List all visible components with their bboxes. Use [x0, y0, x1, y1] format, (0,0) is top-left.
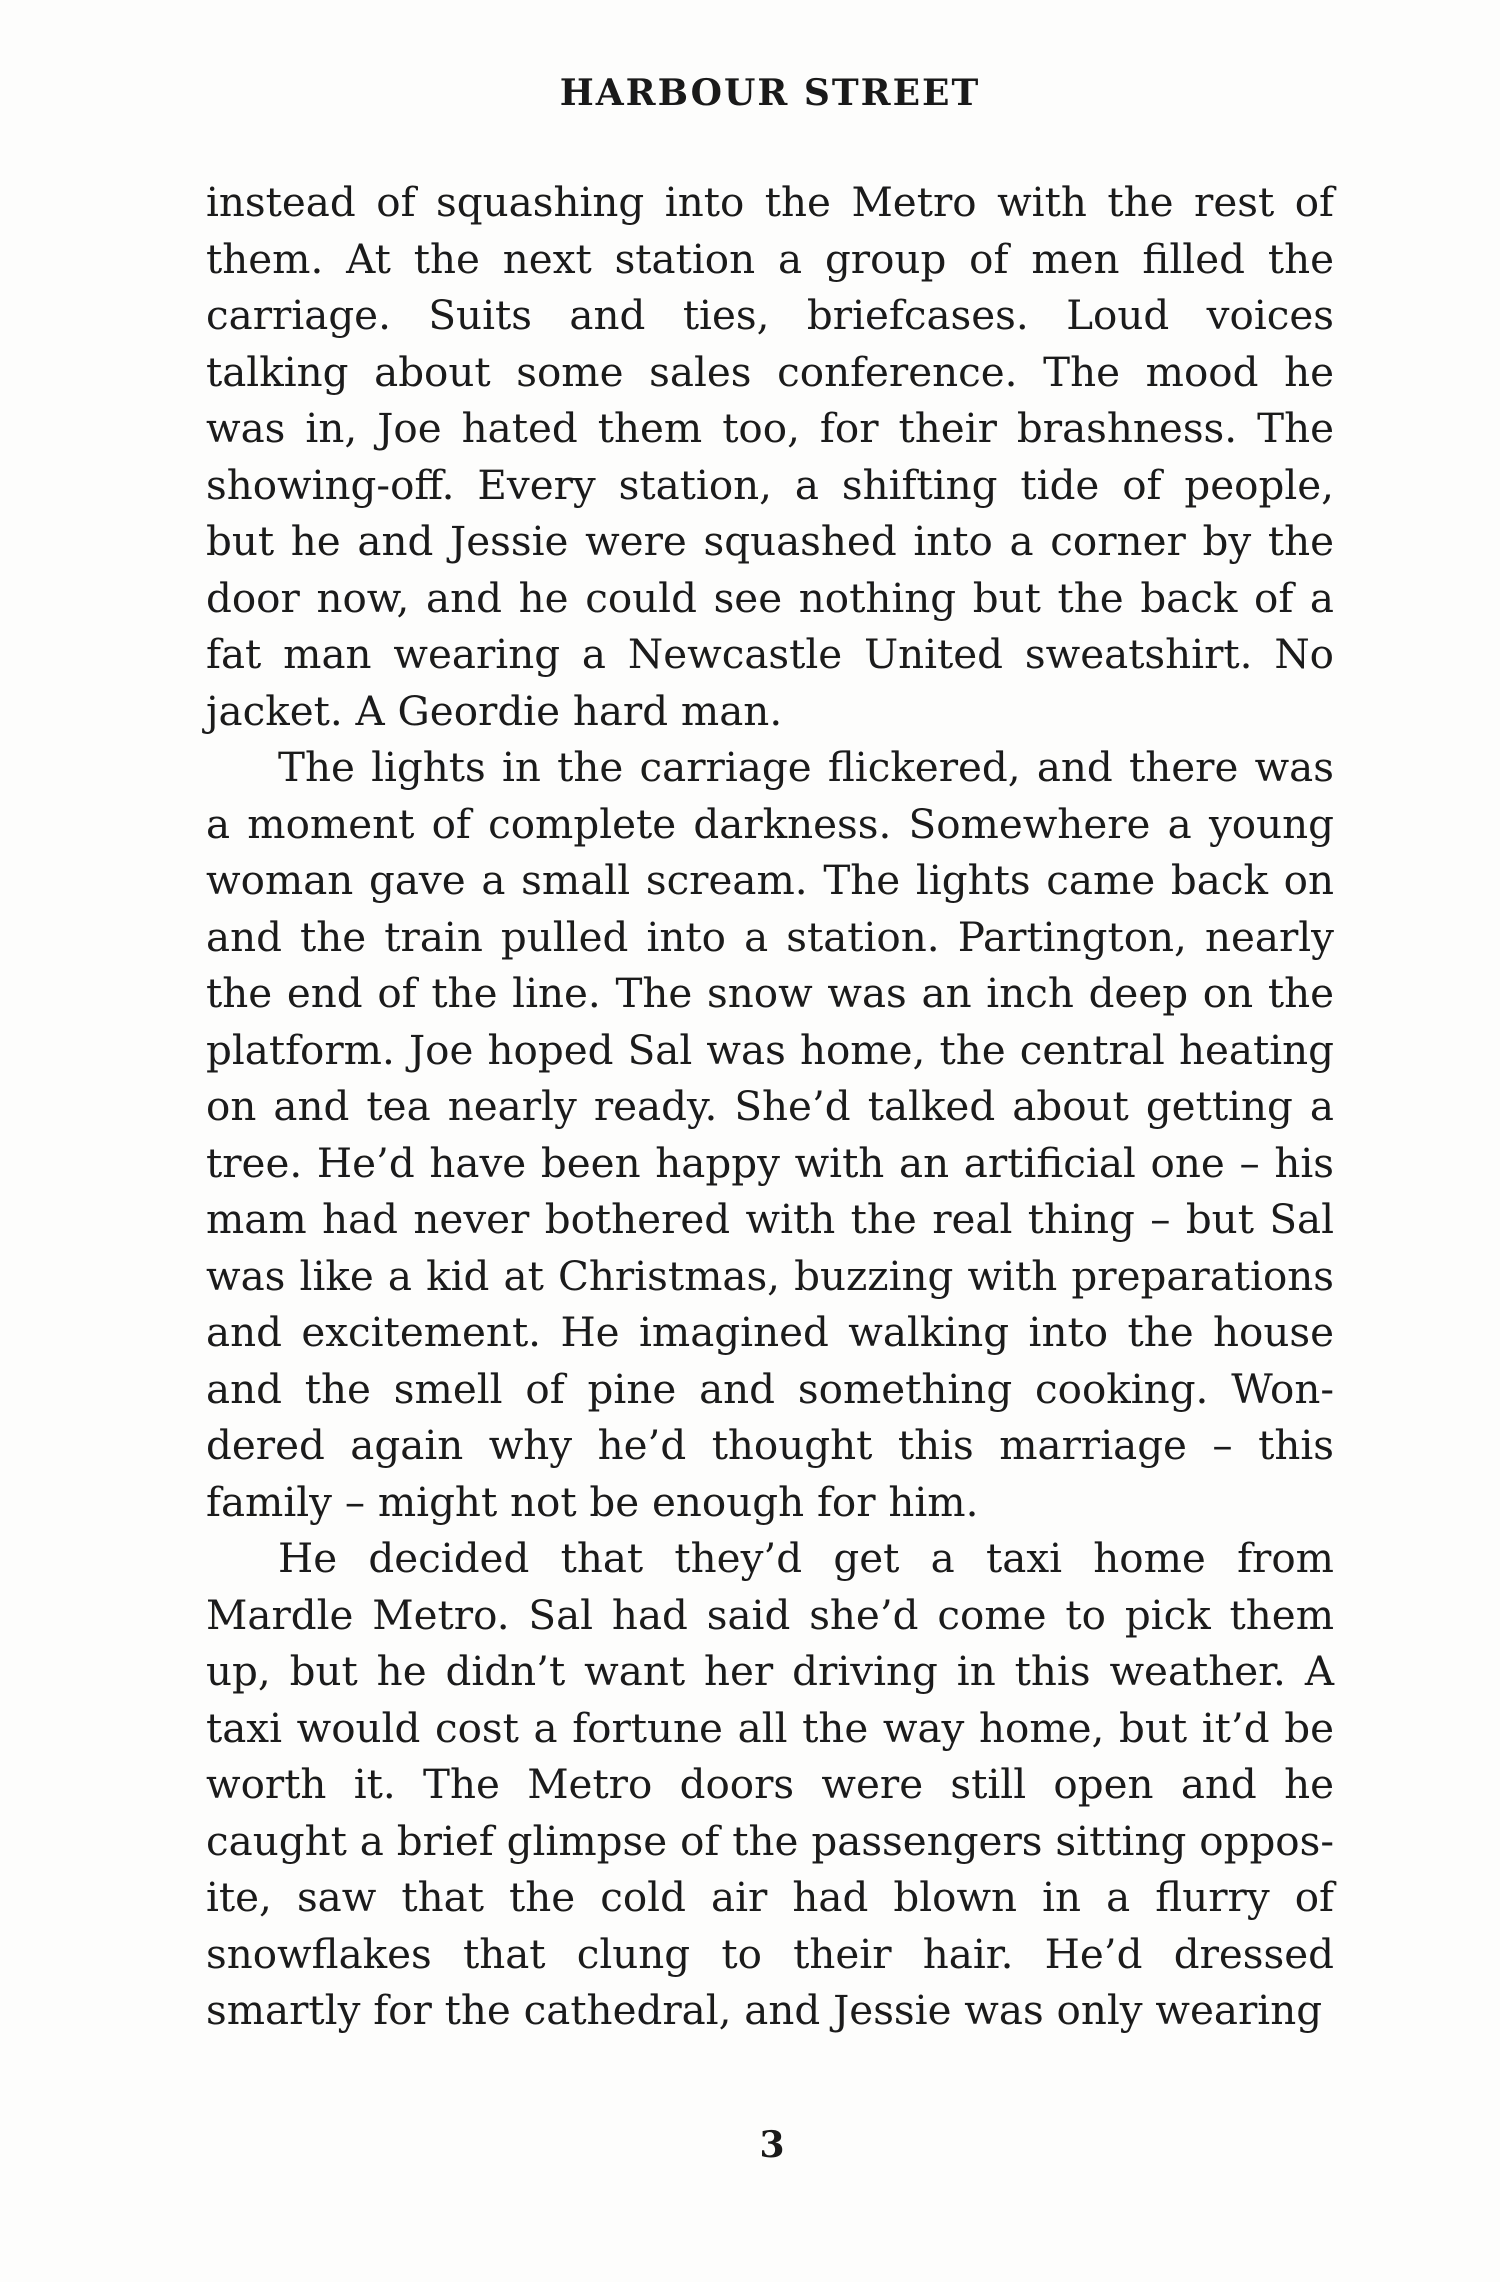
- paragraph-taxi: He decided that they’d get a taxi home from Mardle Metro. Sal had said she’d come to pick them up, but he didn’t want her driving in this weather. A taxi would cost a fortune all the way home, but it’d be worth it. The Metro doors were still open and he caught a brief glimpse of the passengers sitting oppos-ite, saw that the cold air had blown in a flurry of snowflakes that clung to their hair. He’d dressed smartly for the cathedral, and Jessie was only wearing: [206, 1534, 1334, 2034]
- body-text: [206, 174, 1334, 2039]
- page-number: 3: [759, 2124, 785, 2166]
- running-head: HARBOUR STREET: [559, 72, 981, 114]
- paragraph-lights: The lights in the carriage flickered, and there was a moment of complete darkness. Somewhere a young woman gave a small scream. The lights came back on and the train pulled into a station. Partington, nearly the end of the line. The snow was an inch deep on the platform. Joe hoped Sal was home, the central heating on and tea nearly ready. She’d talked about getting a tree. He’d have been happy with an artificial one – his mam had never bothered with the real thing – but Sal was like a kid at Christmas, buzzing with preparations and excitement. He imagined walking into the house and the smell of pine and something cooking. Won-dered again why he’d thought this marriage – this family – might not be enough for him.: [206, 743, 1334, 1526]
- paragraph-continuation: instead of squashing into the Metro with the rest of them. At the next station a group of men filled the carriage. Suits and ties, briefcases. Loud voices talking about some sales conference. The mood he was in, Joe hated them too, for their brashness. The showing-off. Every station, a shifting tide of people, but he and Jessie were squashed into a corner by the door now, and he could see nothing but the back of a fat man wearing a Newcastle United sweatshirt. No jacket. A Geordie hard man.: [206, 178, 1334, 735]
